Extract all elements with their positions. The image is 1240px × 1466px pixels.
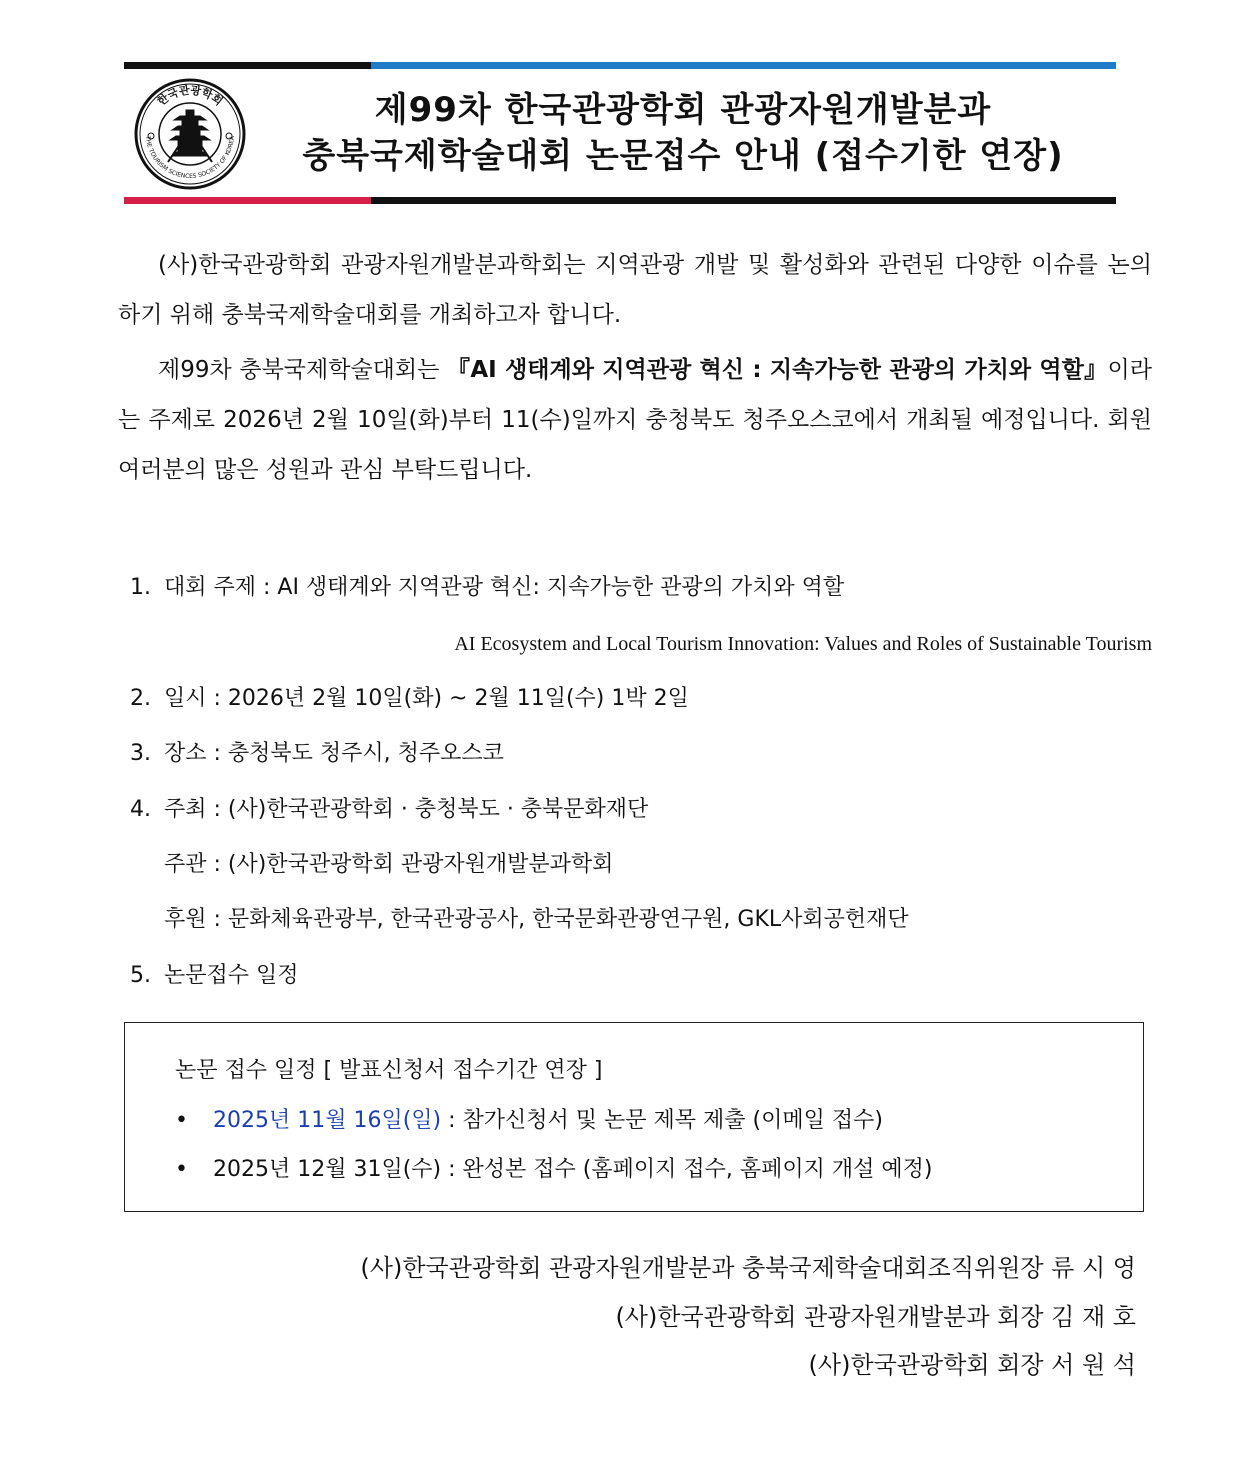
schedule-desc-2: : 완성본 접수 (홈페이지 접수, 홈페이지 개설 예정): [441, 1157, 933, 1182]
schedule-date-1: 2025년 11월 16일(일): [213, 1108, 442, 1133]
list-item-venue: 3. 장소 : 충청북도 청주시, 청주오스코: [130, 741, 504, 766]
schedule-row-1: [175, 1105, 883, 1137]
intro-text-1: (사)한국관광학회 관광자원개발분과학회는 지역관광 개발 및 활성화와 관련된 다양한 이슈를 논의하기 위해 충북국제학술대회를 개최하고자 합니다.: [118, 252, 1152, 328]
list-item-organizer: 주관 : (사)한국관광학회 관광자원개발분과학회: [164, 852, 614, 877]
schedule-box: [124, 1022, 1144, 1212]
signature-society-president: (사)한국관광학회 회장 서 원 석: [808, 1351, 1136, 1379]
schedule-date-2: 2025년 12월 31일(수): [213, 1157, 442, 1182]
list-item-sponsor: 후원 : 문화체육관광부, 한국관광공사, 한국문화관광연구원, GKL사회공헌재단: [164, 907, 909, 932]
intro-paragraph-2: [118, 345, 1152, 495]
intro-text-2-post: 이라는 주제로 2026년 2월 10일(화)부터 11(수)일까지 충청북도 청주오스코에서 개최될 예정입니다. 회원 여러분의 많은 성원과 관심 부탁드립니다.: [118, 357, 1152, 483]
list-item-date: 2. 일시 : 2026년 2월 10일(화) ~ 2월 11일(수) 1박 2일: [130, 686, 689, 711]
signature-division-president: (사)한국관광학회 관광자원개발분과 회장 김 재 호: [615, 1303, 1136, 1331]
header-bar-bottom-red: [124, 197, 371, 204]
list-item-schedule: 5. 논문접수 일정: [130, 963, 299, 988]
list-item-theme: 1. 대회 주제 : AI 생태계와 지역관광 혁신: 지속가능한 관광의 가치와 역할: [130, 575, 845, 600]
header-bar-top-black: [124, 62, 371, 69]
schedule-row-2: [175, 1154, 932, 1186]
seal-korean-text: 한국관광학회: [154, 83, 226, 109]
society-seal-logo: [134, 78, 246, 190]
schedule-desc-1: : 참가신청서 및 논문 제목 제출 (이메일 접수): [441, 1108, 883, 1133]
seal-english-text: THE TOURISM SCIENCES SOCIETY OF KOREA: [144, 135, 236, 181]
intro-text-2-pre: 제99차 충북국제학술대회는: [158, 357, 447, 383]
bullet-icon: •: [175, 1108, 188, 1133]
header-bar-top-blue: [371, 62, 1116, 69]
list-item-host: 4. 주최 : (사)한국관광학회 · 충청북도 · 충북문화재단: [130, 797, 649, 822]
list-item-theme-english: AI Ecosystem and Local Tourism Innovation: Values and Roles of Sustainable Tourism: [454, 633, 1152, 655]
schedule-heading: 논문 접수 일정 [ 발표신청서 접수기간 연장 ]: [175, 1058, 603, 1083]
page-title-line1: 제99차 한국관광학회 관광자원개발분과: [374, 90, 992, 130]
page-title-line2: 충북국제학술대회 논문접수 안내 (접수기한 연장): [302, 136, 1064, 176]
header-bar-bottom-black: [371, 197, 1116, 204]
signature-committee-chair: (사)한국관광학회 관광자원개발분과 충북국제학술대회조직위원장 류 시 영: [360, 1254, 1136, 1282]
bullet-icon: •: [175, 1157, 188, 1182]
conference-theme: 『AI 생태계와 지역관광 혁신 : 지속가능한 관광의 가치와 역할』: [447, 357, 1108, 383]
intro-paragraph-1: [118, 240, 1152, 340]
